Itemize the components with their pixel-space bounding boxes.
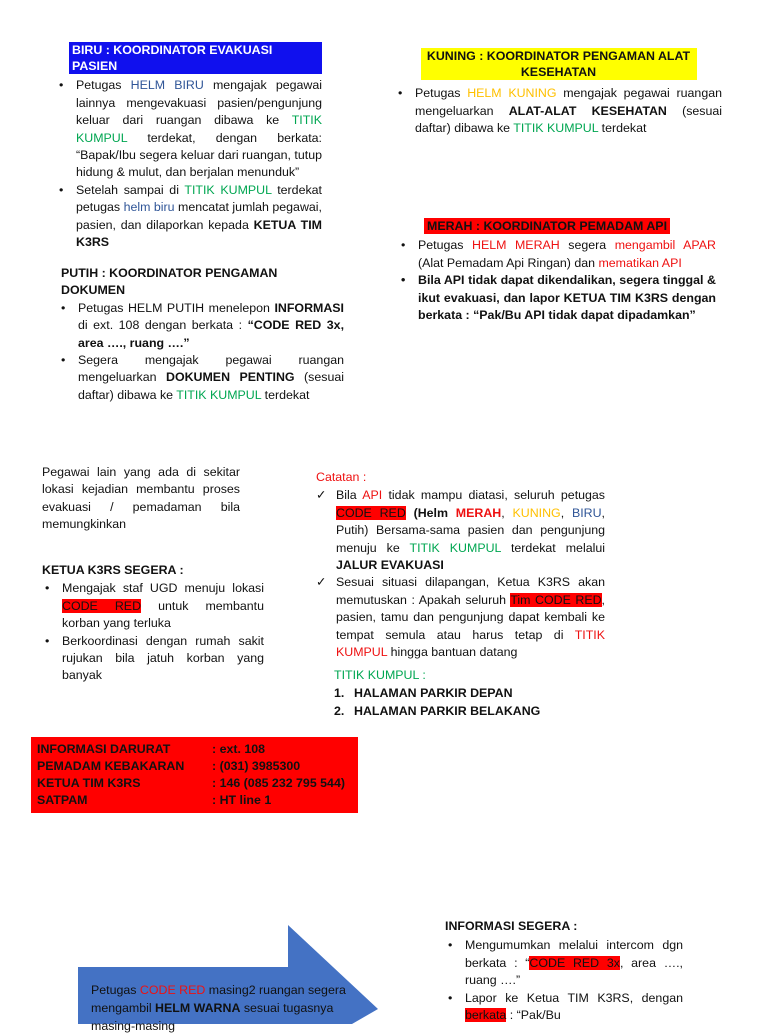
- titik-item-1: 1. HALAMAN PARKIR DEPAN: [334, 686, 513, 701]
- section-titik-kumpul: [334, 667, 584, 720]
- catatan-item-1: ✓ Bila API tidak mampu diatasi, seluruh petugas CODE RED (Helm MERAH, KUNING, BIRU, Putih) Bersama-sama pasien dan pengunjung menuju ke TITIK KUMPUL terdekat melalui JALUR EVAKUASI: [316, 487, 605, 574]
- titik-item-2: 2. HALAMAN PARKIR BELAKANG: [334, 703, 541, 718]
- titik-header: TITIK KUMPUL :: [334, 668, 426, 682]
- kuning-bullet-1: • Petugas HELM KUNING mengajak pegawai ruangan mengeluarkan ALAT-ALAT KESEHATAN (sesuai daftar) dibawa ke TITIK KUMPUL terdekat: [395, 85, 722, 137]
- merah-header: MERAH : KOORDINATOR PEMADAM API: [424, 218, 670, 234]
- biru-bullet-2: • Setelah sampai di TITIK KUMPUL terdekat petugas helm biru mencatat jumlah pegawai, pasien, dan dilaporkan kepada KETUA TIM K3RS: [56, 182, 322, 252]
- section-putih: [58, 265, 344, 404]
- pegawai-lain-text: Pegawai lain yang ada di sekitar lokasi kejadian membantu proses evakuasi / pemadaman bila memungkinkan: [42, 465, 240, 532]
- biru-header: BIRU : KOORDINATOR EVAKUASI PASIEN: [69, 42, 322, 74]
- putih-bullet-1: • Petugas HELM PUTIH menelepon INFORMASI di ext. 108 dengan berkata : “CODE RED 3x, area …., ruang ….”: [58, 300, 344, 352]
- section-catatan: [316, 469, 605, 661]
- biru-bullet-1: • Petugas HELM BIRU mengajak pegawai lainnya mengevakuasi pasien/pengunjung keluar dari ruangan dibawa ke TITIK KUMPUL terdekat, dengan berkata: “Bapak/Ibu segera keluar dari ruangan, tutup hidung & mulut, dan berjalan menunduk”: [56, 77, 322, 181]
- catatan-header: Catatan :: [316, 470, 367, 484]
- catatan-item-2: ✓ Sesuai situasi dilapangan, Ketua K3RS akan memutuskan : Apakah seluruh Tim CODE RED, pasien, tamu dan pengunjung dapat kembali ke tempat semula atau harus tetap di TITIK KUMPUL hingga bantuan datang: [316, 574, 605, 661]
- section-informasi-segera: [445, 918, 683, 1024]
- ketua-header: KETUA K3RS SEGERA :: [42, 563, 184, 577]
- kuning-header: KUNING : KOORDINATOR PENGAMAN ALAT KESEHATAN: [421, 48, 697, 80]
- arrow-text: Petugas CODE RED masing2 ruangan segera mengambil HELM WARNA sesuai tugasnya masing-masing: [91, 983, 346, 1033]
- section-biru: [56, 42, 322, 251]
- informasi-segera-bullet-1: • Mengumumkan melalui intercom dgn berkata : “CODE RED 3x, area …., ruang ….”: [445, 937, 683, 989]
- emergency-info-box: INFORMASI DARURAT : ext. 108 PEMADAM KEBAKARAN : (031) 3985300 KETUA TIM K3RS : 146 (085 232 795 544) SATPAM : HT line 1: [31, 737, 358, 813]
- section-merah: [398, 218, 716, 324]
- section-ketua: [42, 562, 264, 685]
- putih-bullet-2: • Segera mengajak pegawai ruangan mengeluarkan DOKUMEN PENTING (sesuai daftar) dibawa ke TITIK KUMPUL terdekat: [58, 352, 344, 404]
- merah-bullet-2: • Bila API tidak dapat dikendalikan, segera tinggal & ikut evakuasi, dan lapor KETUA TIM K3RS dengan berkata : “Pak/Bu API tidak dapat dipadamkan”: [398, 272, 716, 324]
- section-kuning: [395, 48, 722, 138]
- informasi-segera-bullet-2: • Lapor ke Ketua TIM K3RS, dengan berkata : “Pak/Bu: [445, 990, 683, 1025]
- putih-header: PUTIH : KOORDINATOR PENGAMAN DOKUMEN: [61, 266, 278, 298]
- merah-bullet-1: • Petugas HELM MERAH segera mengambil APAR (Alat Pemadam Api Ringan) dan mematikan API: [398, 237, 716, 272]
- ketua-bullet-1: • Mengajak staf UGD menuju lokasi CODE RED untuk membantu korban yang terluka: [42, 580, 264, 632]
- ketua-bullet-2: • Berkoordinasi dengan rumah sakit rujukan bila jatuh korban yang banyak: [42, 633, 264, 685]
- informasi-segera-header: INFORMASI SEGERA :: [445, 919, 578, 933]
